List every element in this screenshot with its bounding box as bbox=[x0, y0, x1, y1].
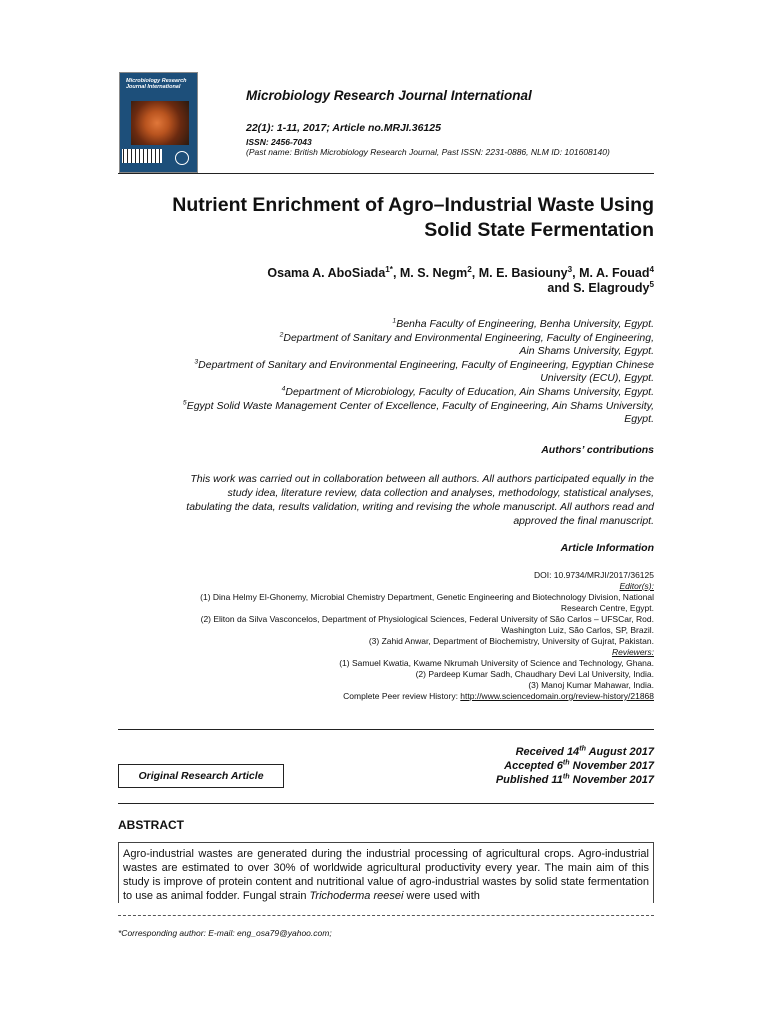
corresponding-author-footnote: *Corresponding author: E-mail: eng_osa79@yahoo.com; bbox=[118, 928, 332, 938]
author-affiliation-mark: 2 bbox=[467, 264, 472, 274]
affiliation-text: Benha Faculty of Engineering, Benha University, Egypt. bbox=[396, 318, 654, 330]
affiliation-line bbox=[94, 332, 654, 346]
date-text: Accepted 6 bbox=[504, 760, 563, 772]
author-line-2 bbox=[94, 281, 654, 296]
author-name: M. E. Basiouny bbox=[478, 266, 568, 280]
abstract-text: Agro-industrial wastes are generated during the industrial processing of agricultural crops. Agro-industrial wastes are estimated to over 30% of worldwide agricultural productivity every year. The main aim of this study is improve of protein content and nutritional value of agro-industrial wastes by solid state fermentation to use as animal fodder. Fungal strain bbox=[123, 848, 649, 902]
editor-line: (1) Dina Helmy El-Ghonemy, Microbial Chemistry Department, Genetic Engineering and Biotechnology Division, National bbox=[200, 592, 654, 602]
editor-line: Washington Luiz, São Carlos, SP, Brazil. bbox=[501, 625, 654, 635]
date-accepted bbox=[496, 759, 654, 773]
affiliation-line bbox=[94, 386, 654, 400]
date-text: November 2017 bbox=[569, 760, 654, 772]
affiliation-line bbox=[94, 400, 654, 414]
editors-label: Editor(s): bbox=[619, 581, 654, 591]
peer-review-line bbox=[94, 691, 654, 702]
article-type-badge: Original Research Article bbox=[118, 764, 284, 788]
date-ordinal: th bbox=[562, 758, 570, 767]
affiliation-line bbox=[94, 318, 654, 332]
contributions-heading: Authors’ contributions bbox=[541, 444, 654, 456]
abstract-heading: ABSTRACT bbox=[118, 818, 184, 832]
doi-text: DOI: 10.9734/MRJI/2017/36125 bbox=[533, 570, 654, 580]
date-text: Received 14 bbox=[515, 746, 580, 758]
affiliation-line bbox=[94, 345, 654, 359]
affiliation-text: University (ECU), Egypt. bbox=[540, 372, 654, 385]
article-info-heading: Article Information bbox=[560, 542, 654, 554]
journal-volume: 22(1): 1-11, 2017; Article no.MRJI.36125 bbox=[246, 122, 441, 134]
affiliation-text: Department of Microbiology, Faculty of Education, Ain Shams University, Egypt. bbox=[285, 385, 654, 398]
date-text: August 2017 bbox=[585, 746, 654, 758]
author-separator: , bbox=[392, 266, 400, 280]
author-name: Osama A. AboSiada bbox=[267, 266, 386, 280]
affiliation-mark: 3 bbox=[194, 358, 199, 366]
affiliation-line bbox=[94, 413, 654, 427]
journal-cover-image bbox=[119, 72, 198, 173]
reviewer-line: (1) Samuel Kwatia, Kwame Nkrumah University of Science and Technology, Ghana. bbox=[339, 658, 654, 668]
author-affiliation-mark: 4 bbox=[649, 264, 654, 274]
header-divider bbox=[118, 173, 654, 174]
author-affiliation-mark: 5 bbox=[649, 279, 654, 289]
dates-divider bbox=[118, 803, 654, 804]
date-received bbox=[496, 745, 654, 759]
date-text: November 2017 bbox=[569, 774, 654, 786]
barcode-icon bbox=[122, 149, 162, 163]
author-line-1 bbox=[94, 266, 654, 281]
affiliation-text: Egypt Solid Waste Management Center of Excellence, Faculty of Engineering, Ain Shams University, bbox=[186, 399, 654, 412]
affiliation-list bbox=[94, 318, 654, 427]
contributions-line: tabulating the data, results validation, writing and revising the whole manuscript. All authors read and bbox=[186, 501, 654, 513]
contributions-line: This work was carried out in collaboration between all authors. All authors participated equally in the bbox=[190, 473, 654, 485]
article-info bbox=[94, 570, 654, 702]
affiliation-mark: 4 bbox=[281, 385, 286, 393]
affiliation-text: Ain Shams University, Egypt. bbox=[519, 345, 654, 358]
article-dates bbox=[496, 745, 654, 787]
author-separator: , bbox=[471, 266, 479, 280]
affiliation-mark: 2 bbox=[279, 331, 284, 339]
paper-title bbox=[94, 193, 654, 243]
editor-line: (2) Eliton da Silva Vasconcelos, Department of Physiological Sciences, Federal University of São Carlos – UFSCar, Rod. bbox=[200, 614, 654, 624]
info-divider bbox=[118, 729, 654, 730]
author-name: M. A. Fouad bbox=[579, 266, 650, 280]
contributions-text bbox=[94, 472, 654, 528]
date-ordinal: th bbox=[562, 772, 570, 781]
date-published bbox=[496, 773, 654, 787]
date-ordinal: th bbox=[579, 744, 586, 753]
reviewer-line: (3) Manoj Kumar Mahawar, India. bbox=[528, 680, 654, 690]
abstract-text: were used with bbox=[403, 890, 480, 902]
peer-review-label: Complete Peer review History: bbox=[343, 691, 461, 701]
cover-title-line2: Journal International bbox=[126, 84, 181, 90]
author-affiliation-mark: 3 bbox=[567, 264, 573, 274]
reviewer-line: (2) Pardeep Kumar Sadh, Chaudhary Devi Lal University, India. bbox=[415, 669, 654, 679]
publisher-logo-icon bbox=[175, 151, 189, 165]
journal-name: Microbiology Research Journal International bbox=[246, 88, 532, 103]
cover-title bbox=[126, 78, 194, 90]
affiliation-line bbox=[94, 359, 654, 373]
author-affiliation-mark: 1* bbox=[385, 264, 393, 274]
paper-title-line2: Solid State Fermentation bbox=[424, 219, 654, 241]
date-text: Published 11 bbox=[495, 774, 563, 786]
paper-title-line1: Nutrient Enrichment of Agro–Industrial Waste Using bbox=[172, 194, 654, 216]
journal-past-name: (Past name: British Microbiology Research Journal, Past ISSN: 2231-0886, NLM ID: 101608140) bbox=[246, 147, 610, 157]
affiliation-text: Department of Sanitary and Environmental Engineering, Faculty of Engineering, Egyptian Chinese bbox=[198, 358, 654, 371]
affiliation-text: Department of Sanitary and Environmental Engineering, Faculty of Engineering, bbox=[283, 331, 654, 344]
affiliation-text: Egypt. bbox=[624, 413, 654, 426]
editor-line: (3) Zahid Anwar, Department of Biochemistry, University of Gujrat, Pakistan. bbox=[368, 636, 654, 646]
contributions-line: approved the final manuscript. bbox=[513, 515, 654, 527]
contributions-line: study idea, literature review, data collection and analyses, methodology, statistical analyses, bbox=[227, 487, 654, 499]
author-name: and S. Elagroudy bbox=[547, 281, 650, 295]
journal-issn: ISSN: 2456-7043 bbox=[246, 137, 312, 147]
abstract-species: Trichoderma reesei bbox=[309, 890, 404, 902]
abstract-box bbox=[118, 842, 654, 903]
peer-review-link[interactable]: http://www.sciencedomain.org/review-history/21868 bbox=[460, 691, 654, 701]
affiliation-mark: 1 bbox=[392, 317, 397, 325]
editor-line: Research Centre, Egypt. bbox=[560, 603, 654, 613]
cover-title-line1: Microbiology Research bbox=[126, 78, 187, 84]
footnote-divider bbox=[118, 915, 654, 916]
affiliation-mark: 5 bbox=[182, 399, 187, 407]
author-separator: , bbox=[572, 266, 580, 280]
author-list bbox=[94, 266, 654, 296]
affiliation-line bbox=[94, 372, 654, 386]
reviewers-label: Reviewers: bbox=[611, 647, 654, 657]
author-name: M. S. Negm bbox=[399, 266, 468, 280]
cover-photo bbox=[131, 101, 189, 145]
